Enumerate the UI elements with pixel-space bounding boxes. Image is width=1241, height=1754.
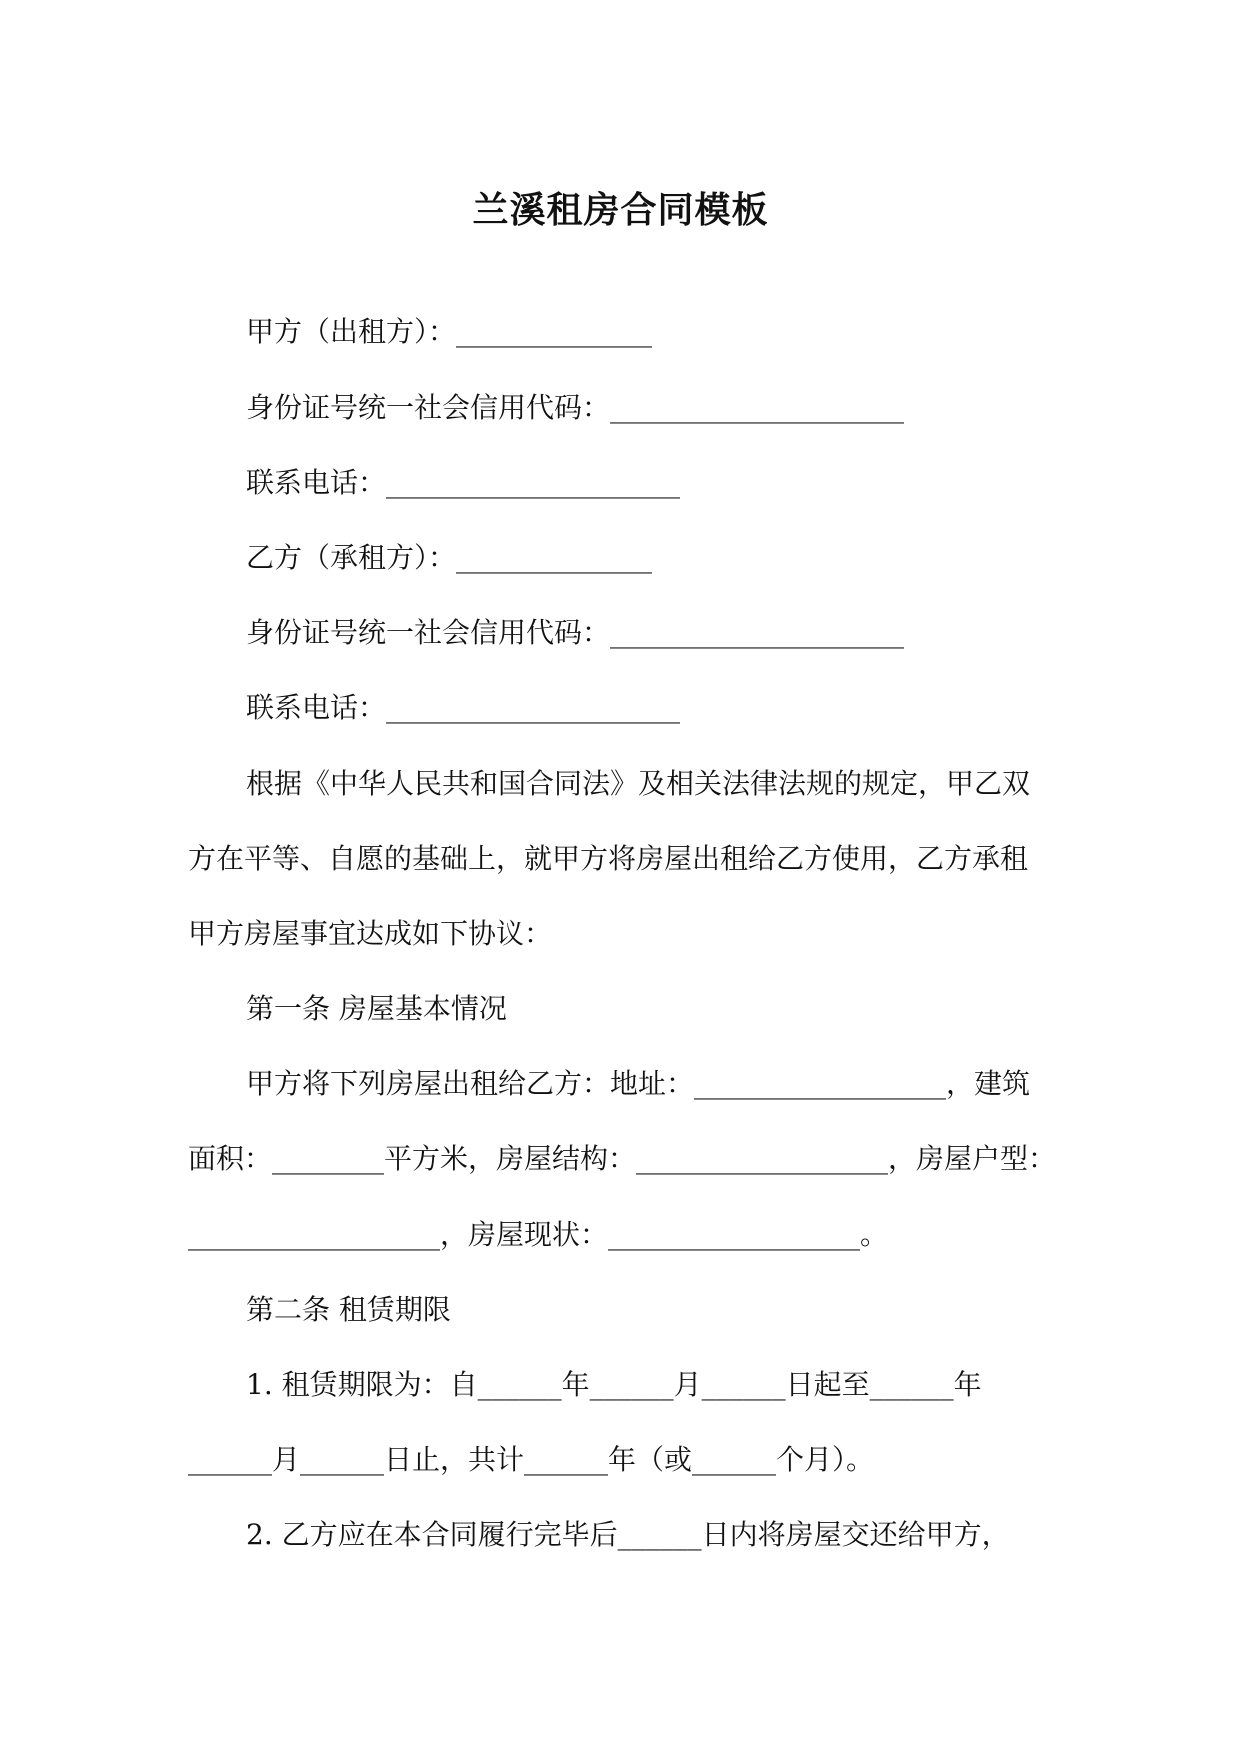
preamble-line-3: 甲方房屋事宜达成如下协议： (188, 917, 553, 950)
article-1-heading: 第一条 房屋基本情况 (246, 992, 507, 1025)
article-2-item-2-line-1: 2. 乙方应在本合同履行完毕后______日内将房屋交还给甲方， (246, 1518, 1010, 1551)
article-2-heading: 第二条 租赁期限 (246, 1293, 451, 1326)
article-1-line-2: 面积：________平方米，房屋结构：__________________，房屋户型： (188, 1142, 1057, 1175)
article-1-line-1: 甲方将下列房屋出租给乙方：地址：__________________，建筑 (246, 1067, 1031, 1100)
preamble-line-1: 根据《中华人民共和国合同法》及相关法律法规的规定，甲乙双 (246, 767, 1031, 800)
party-a-id-line: 身份证号统一社会信用代码：_____________________ (246, 391, 905, 424)
party-a-name-line: 甲方（出租方）：______________ (246, 315, 653, 348)
party-b-phone-line: 联系电话：_____________________ (246, 691, 681, 724)
article-2-item-1-line-1: 1. 租赁期限为：自______年______月______日起至______年 (246, 1368, 982, 1401)
article-2-item-1-line-2: ______月______日止，共计______年（或______个月）。 (188, 1443, 875, 1476)
document-title: 兰溪租房合同模板 (472, 189, 769, 231)
article-1-line-3: __________________，房屋现状：__________________。 (188, 1218, 889, 1251)
party-b-name-line: 乙方（承租方）：______________ (246, 541, 653, 574)
party-b-id-line: 身份证号统一社会信用代码：_____________________ (246, 616, 905, 649)
party-a-phone-line: 联系电话：_____________________ (246, 466, 681, 499)
preamble-line-2: 方在平等、自愿的基础上，就甲方将房屋出租给乙方使用，乙方承租 (188, 842, 1029, 875)
